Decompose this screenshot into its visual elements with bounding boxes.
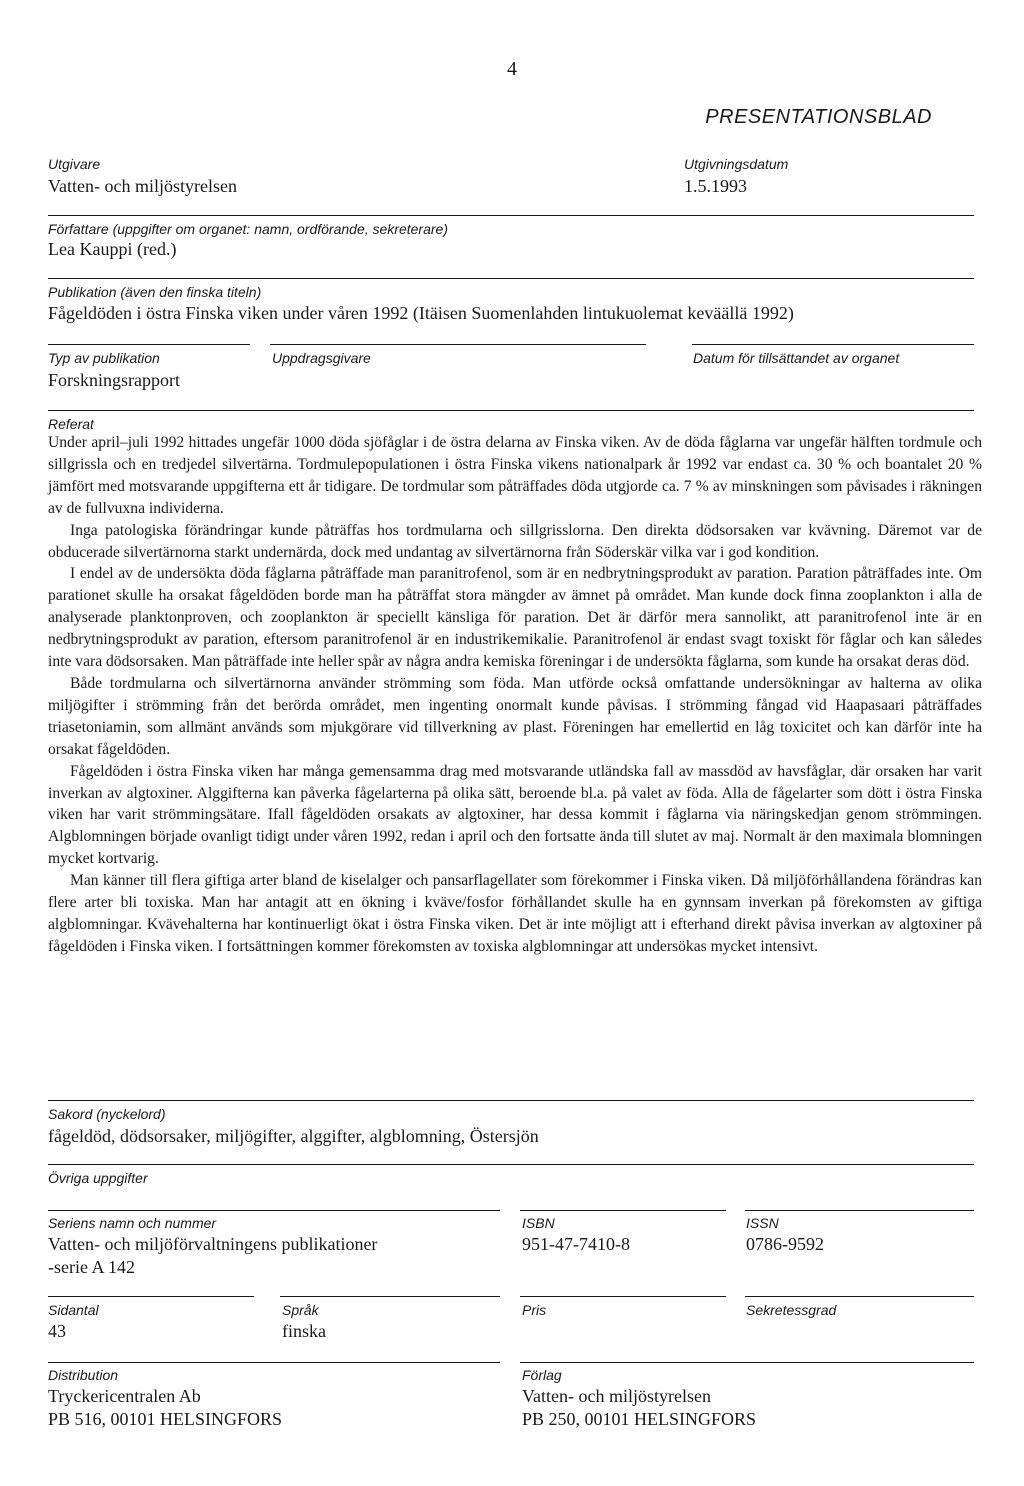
- publication-type-label: Typ av publikation: [48, 350, 160, 366]
- distribution-label: Distribution: [48, 1367, 119, 1383]
- divider: [48, 1362, 500, 1363]
- establishment-date-label: Datum för tillsättandet av organet: [693, 350, 900, 366]
- divider: [745, 1210, 974, 1211]
- divider: [520, 1210, 726, 1211]
- publisher-info-line2: PB 250, 00101 HELSINGFORS: [522, 1409, 757, 1429]
- sheet-title: PRESENTATIONSBLAD: [705, 106, 932, 128]
- divider: [692, 344, 974, 345]
- isbn-value: 951-47-7410-8: [522, 1234, 630, 1254]
- issn-value: 0786-9592: [746, 1234, 824, 1254]
- publication-type-value: Forskningsrapport: [48, 370, 180, 390]
- publication-date-label: Utgivningsdatum: [684, 156, 789, 172]
- abstract-paragraph: I endel av de undersökta döda fåglarna påträffade man paranitrofenol, som är en nedbrytningsprodukt av paration. Paration påträffades inte. Om parationet skulle ha orsakat fågeldöden borde man ha påträffat stora mängder av ämnet på området. Man kunde dock finna zooplankton i alla de analyserade planktonproven, och zooplankton är speciellt känsliga för paration. Det är därför mera sannolikt, att paranitrofenol inte är en nedbrytningsprodukt av paration, eftersom paranitrofenol är en industrikemikalie. Paranitrofenol är endast svagt toxiskt för fåglar och kan således inte vara dödsorsaken. Man påträffade inte heller spår av några andra kemiska föreningar i de undersökta fåglarna, som kunde ha orsakat deras död.: [48, 565, 982, 671]
- abstract-paragraph: Både tordmularna och silvertärnorna använder strömming som föda. Man utförde också omfattande undersökningar av halterna av olika miljögifter i strömming från det berörda området, men ingenting onormalt kunde påvisas. I strömming fångad vid Haapasaari påträffades triasetoniamin, som allmänt används som mjukgörare vid tillverkning av plast. Föreningen har emellertid en låg toxicitet och kan därför inte ha orsakat fågeldöden.: [48, 674, 982, 758]
- publisher-value: Vatten- och miljöstyrelsen: [48, 176, 237, 196]
- language-value: finska: [282, 1321, 326, 1341]
- keywords-value: fågeldöd, dödsorsaker, miljögifter, alggifter, algblomning, Östersjön: [48, 1126, 539, 1146]
- divider: [48, 278, 974, 279]
- divider: [48, 410, 974, 411]
- isbn-label: ISBN: [522, 1215, 555, 1231]
- divider: [48, 344, 250, 345]
- abstract-paragraph: Man känner till flera giftiga arter bland de kiselalger och pansarflagellater som förekommer i Finska viken. Då miljöförhållandena förändras kan flere arter bli toxiska. Man har antagit att en ökning i kväve/fosfor förhållandet skulle ha en gynnsam inverkan på förekomsten av giftiga algblomningar. Kvävehalterna har kontinuerligt ökat i östra Finska viken. Det är inte möjligt att i efterhand direkt påvisa inverkan av algtoxiner på fågeldöden i Finska viken. I fortsättningen kommer förekomsten av toxiska algblomningar att undersökas mycket intensivt.: [48, 872, 982, 955]
- publisher-info-label: Förlag: [522, 1367, 562, 1383]
- series-label: Seriens namn och nummer: [48, 1215, 217, 1231]
- divider: [48, 1100, 974, 1101]
- publication-date-value: 1.5.1993: [684, 176, 747, 196]
- issn-label: ISSN: [746, 1215, 779, 1231]
- divider: [48, 1164, 974, 1165]
- series-line2: -serie A 142: [48, 1257, 135, 1277]
- publication-label: Publikation (även den finska titeln): [48, 284, 262, 300]
- pages-label: Sidantal: [48, 1302, 99, 1318]
- authors-value: Lea Kauppi (red.): [48, 239, 177, 259]
- abstract-paragraph: Fågeldöden i östra Finska viken har många gemensamma drag med motsvarande utländska fall av massdöd av havsfåglar, där orsaken har varit inverkan av algtoxiner. Alggifterna kan påverka fågelarterna på olika sätt, beroende bl.a. på valet av föda. Alla de fågelarter som dött i östra Finska viken har varit strömmingsätare. Ifall fågeldöden orsakats av algtoxiner, har dessa kommit i fåglarna via näringskedjan genom strömmingen. Algblomningen började ovanligt tidigt under våren 1992, redan i april och den fortsatte ända till slutet av maj. Normalt är den maximala blomningen mycket kortvarig.: [48, 762, 982, 868]
- divider: [48, 215, 974, 216]
- price-label: Pris: [522, 1302, 547, 1318]
- divider: [48, 1296, 254, 1297]
- divider: [745, 1296, 974, 1297]
- pages-value: 43: [48, 1321, 66, 1341]
- language-label: Språk: [282, 1302, 319, 1318]
- divider: [270, 344, 646, 345]
- publication-value: Fågeldöden i östra Finska viken under våren 1992 (Itäisen Suomenlahden lintukuolemat keväällä 1992): [48, 303, 794, 323]
- authors-label: Författare (uppgifter om organet: namn, ordförande, sekreterare): [48, 221, 448, 237]
- divider: [520, 1296, 726, 1297]
- publisher-label: Utgivare: [48, 156, 101, 172]
- abstract-body: [48, 432, 982, 958]
- distribution-line2: PB 516, 00101 HELSINGFORS: [48, 1409, 283, 1429]
- other-info-label: Övriga uppgifter: [48, 1170, 148, 1186]
- abstract-paragraph: Inga patologiska förändringar kunde påträffas hos tordmularna och sillgrisslorna. Den direkta dödsorsaken var kvävning. Däremot var de obducerade silvertärnorna starkt undernärda, dock med undantag av silvertärnorna från Söderskär vilka var i god kondition.: [48, 521, 982, 561]
- abstract-paragraph: Under april–juli 1992 hittades ungefär 1000 döda sjöfåglar i de östra delarna av Finska viken. Av de döda fåglarna var ungefär hälften tordmule och sillgrissla och en tredjedel silvertärna. Tordmulepopulationen i östra Finska vikens nationalpark år 1992 var endast ca. 30 % och boantalet 20 % jämfört med motsvarande uppgifterna ett år tidigare. De tordmular som påträffades döda utgjorde ca. 7 % av minskningen som påvisades i räkningen av de fullvuxna individerna.: [48, 434, 982, 517]
- page-number: 4: [507, 58, 517, 80]
- divider: [280, 1296, 500, 1297]
- publisher-info-line1: Vatten- och miljöstyrelsen: [522, 1386, 711, 1406]
- series-line1: Vatten- och miljöförvaltningens publikationer: [48, 1234, 378, 1254]
- confidentiality-label: Sekretessgrad: [746, 1302, 837, 1318]
- distribution-line1: Tryckericentralen Ab: [48, 1386, 201, 1406]
- divider: [48, 1210, 500, 1211]
- abstract-label: Referat: [48, 416, 94, 432]
- keywords-label: Sakord (nyckelord): [48, 1106, 166, 1122]
- divider: [520, 1362, 974, 1363]
- commissioner-label: Uppdragsgivare: [272, 350, 371, 366]
